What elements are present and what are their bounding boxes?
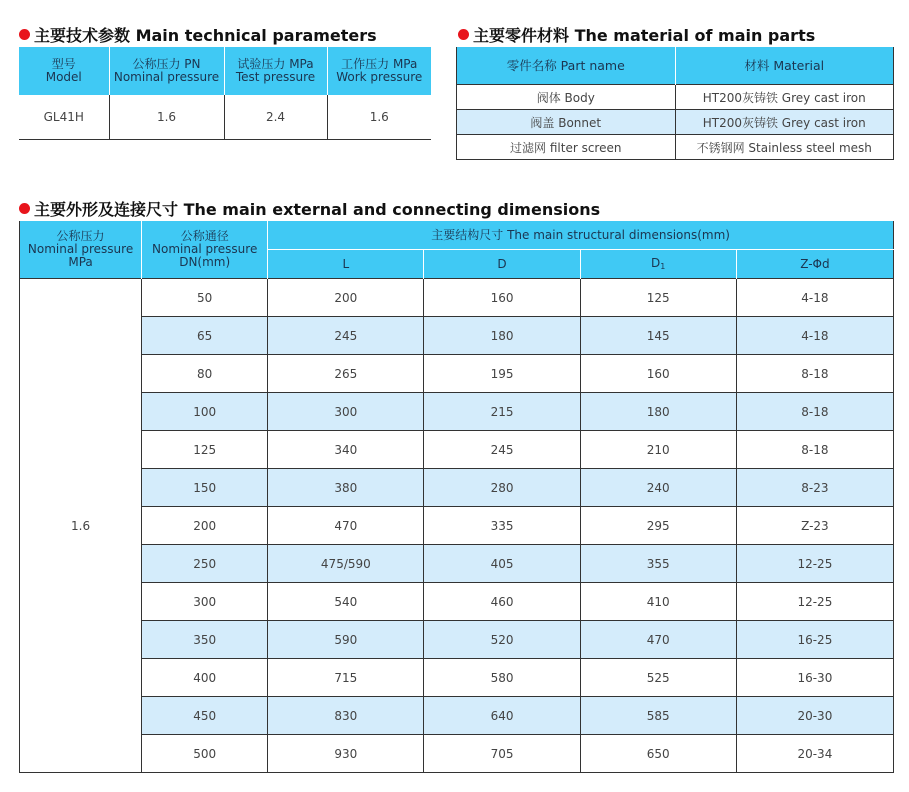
section-title-dimensions — [19, 197, 600, 220]
cell-dn: 50 — [142, 279, 268, 317]
table-row — [20, 621, 894, 659]
cell-z-phi-d: 8-23 — [736, 469, 893, 507]
section-title-text: 主要零件材料 The material of main parts — [473, 26, 816, 45]
header-l: L — [268, 250, 424, 279]
cell-d1: 525 — [580, 659, 736, 697]
table-row — [20, 431, 894, 469]
header-nominal-pressure: 公称压力 PN Nominal pressure — [109, 47, 224, 95]
header-part-name: 零件名称 Part name — [457, 47, 676, 85]
section-title-materials — [458, 23, 815, 46]
cell-l: 380 — [268, 469, 424, 507]
cell-d1: 355 — [580, 545, 736, 583]
table-header-row — [20, 221, 894, 250]
table-row — [20, 317, 894, 355]
cell-d: 215 — [424, 393, 580, 431]
cell-d1: 210 — [580, 431, 736, 469]
section-title-technical — [19, 23, 377, 46]
cell-d1: 145 — [580, 317, 736, 355]
cell-d: 580 — [424, 659, 580, 697]
cell-d: 280 — [424, 469, 580, 507]
cell-dn: 65 — [142, 317, 268, 355]
cell-d: 405 — [424, 545, 580, 583]
cell-dn: 250 — [142, 545, 268, 583]
cell-d: 160 — [424, 279, 580, 317]
cell-l: 470 — [268, 507, 424, 545]
cell-dn: 450 — [142, 697, 268, 735]
cell-z-phi-d: 20-34 — [736, 735, 893, 773]
cell-dn: 350 — [142, 621, 268, 659]
cell-d1: 125 — [580, 279, 736, 317]
cell-z-phi-d: 4-18 — [736, 279, 893, 317]
table-row — [457, 85, 894, 110]
cell-part-name: 过滤网 filter screen — [457, 135, 676, 160]
cell-z-phi-d: 8-18 — [736, 393, 893, 431]
header-d1: $D_1$ — [580, 250, 736, 279]
cell-part-name: 阀盖 Bonnet — [457, 110, 676, 135]
cell-dn: 500 — [142, 735, 268, 773]
cell-d1: 240 — [580, 469, 736, 507]
cell-d: 705 — [424, 735, 580, 773]
header-test-pressure: 试验压力 MPa Test pressure — [224, 47, 327, 95]
bullet-icon — [19, 203, 30, 214]
header-material: 材料 Material — [675, 47, 894, 85]
cell-material: 不锈钢网 Stainless steel mesh — [675, 135, 894, 160]
cell-test-pressure: 2.4 — [224, 95, 327, 140]
cell-l: 930 — [268, 735, 424, 773]
cell-d1: 410 — [580, 583, 736, 621]
header-main-dimensions: 主要结构尺寸 The main structural dimensions(mm) — [268, 221, 894, 250]
header-model: 型号 Model — [19, 47, 109, 95]
cell-d: 195 — [424, 355, 580, 393]
dimensions-table — [19, 221, 894, 773]
cell-d: 460 — [424, 583, 580, 621]
table-row — [19, 95, 431, 140]
cell-material: HT200灰铸铁 Grey cast iron — [675, 110, 894, 135]
header-d: D — [424, 250, 580, 279]
cell-model: GL41H — [43, 110, 84, 124]
cell-z-phi-d: 8-18 — [736, 355, 893, 393]
cell-z-phi-d: 4-18 — [736, 317, 893, 355]
cell-l: 200 — [268, 279, 424, 317]
cell-d1: 295 — [580, 507, 736, 545]
table-row — [457, 135, 894, 160]
cell-nominal-pressure: 1.6 — [20, 279, 142, 773]
cell-part-name: 阀体 Body — [457, 85, 676, 110]
cell-z-phi-d: 20-30 — [736, 697, 893, 735]
cell-z-phi-d: 16-25 — [736, 621, 893, 659]
cell-z-phi-d: 12-25 — [736, 545, 893, 583]
table-header-row — [457, 47, 894, 85]
cell-l: 340 — [268, 431, 424, 469]
cell-l: 300 — [268, 393, 424, 431]
cell-d: 245 — [424, 431, 580, 469]
materials-table — [456, 47, 894, 160]
cell-dn: 200 — [142, 507, 268, 545]
cell-z-phi-d: Z-23 — [736, 507, 893, 545]
cell-l: 590 — [268, 621, 424, 659]
cell-l: 475/590 — [268, 545, 424, 583]
cell-dn: 150 — [142, 469, 268, 507]
cell-d: 640 — [424, 697, 580, 735]
table-row — [20, 393, 894, 431]
cell-nominal-pressure: 1.6 — [109, 95, 224, 140]
cell-dn: 125 — [142, 431, 268, 469]
table-row — [20, 507, 894, 545]
bullet-icon — [458, 29, 469, 40]
cell-material: HT200灰铸铁 Grey cast iron — [675, 85, 894, 110]
header-z-phi-d: Z-Φd — [736, 250, 893, 279]
cell-dn: 100 — [142, 393, 268, 431]
section-title-text: 主要外形及连接尺寸 The main external and connecting dimensions — [34, 200, 601, 219]
cell-d: 520 — [424, 621, 580, 659]
table-row — [20, 355, 894, 393]
technical-parameters-table — [19, 47, 431, 140]
table-row — [20, 697, 894, 735]
cell-z-phi-d: 12-25 — [736, 583, 893, 621]
table-row — [20, 583, 894, 621]
table-header-row — [19, 47, 431, 95]
bullet-icon — [19, 29, 30, 40]
cell-d: 180 — [424, 317, 580, 355]
cell-dn: 300 — [142, 583, 268, 621]
cell-l: 245 — [268, 317, 424, 355]
section-title-text: 主要技术参数 Main technical parameters — [34, 26, 377, 45]
table-row — [457, 110, 894, 135]
cell-l: 540 — [268, 583, 424, 621]
cell-l: 265 — [268, 355, 424, 393]
cell-dn: 80 — [142, 355, 268, 393]
table-row — [20, 469, 894, 507]
header-nominal-pressure: 公称压力 Nominal pressure MPa — [20, 221, 142, 279]
cell-work-pressure: 1.6 — [327, 95, 431, 140]
cell-d1: 650 — [580, 735, 736, 773]
cell-d1: 160 — [580, 355, 736, 393]
cell-dn: 400 — [142, 659, 268, 697]
header-nominal-diameter: 公称通径 Nominal pressure DN(mm) — [142, 221, 268, 279]
table-row — [20, 659, 894, 697]
cell-l: 830 — [268, 697, 424, 735]
cell-d1: 585 — [580, 697, 736, 735]
header-work-pressure: 工作压力 MPa Work pressure — [327, 47, 431, 95]
cell-d: 335 — [424, 507, 580, 545]
cell-l: 715 — [268, 659, 424, 697]
table-row — [20, 279, 894, 317]
cell-d1: 180 — [580, 393, 736, 431]
table-row — [20, 545, 894, 583]
cell-d1: 470 — [580, 621, 736, 659]
table-row — [20, 735, 894, 773]
cell-z-phi-d: 16-30 — [736, 659, 893, 697]
cell-z-phi-d: 8-18 — [736, 431, 893, 469]
